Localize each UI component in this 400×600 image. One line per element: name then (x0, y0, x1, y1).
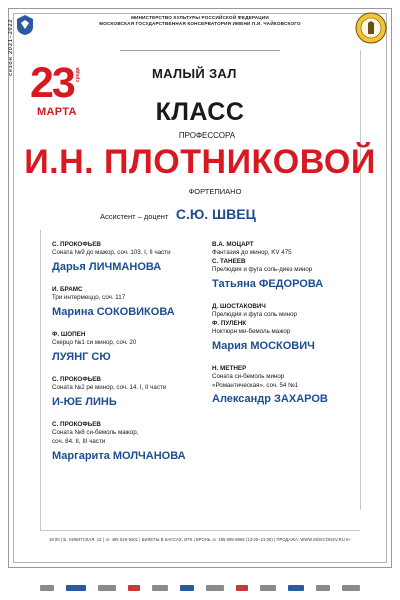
date-month: МАРТА (37, 106, 77, 118)
assistant-line (100, 206, 400, 224)
sponsor-logo (40, 585, 54, 591)
program-item (52, 376, 202, 409)
sponsor-logo (152, 585, 168, 591)
performer: Маргарита МОЛЧАНОВА (52, 449, 186, 462)
sponsor-logo (66, 585, 86, 591)
work: Соната №8 си-бемоль мажор, (52, 429, 139, 437)
program-item (52, 241, 202, 274)
date-weekday: среда (75, 67, 81, 82)
work: Фантазия до минор, KV 475 (212, 249, 292, 257)
work: Ноктюрн ми-бемоль мажор (212, 327, 291, 335)
program-item (212, 365, 362, 407)
performer: И-ЮЕ ЛИНЬ (52, 395, 117, 408)
assistant-name: С.Ю. ШВЕЦ (175, 206, 256, 222)
program-item (52, 286, 202, 319)
sponsor-logo (206, 585, 224, 591)
ticket-info-footer: 19:00 | Б. НИКИТСКАЯ, 13 | ☏ 495 629-9401 | БИЛЕТЫ В КАССАХ, ИТК | БРОНЬ ☏ 495 695-8965 (13:00–21:00) | ПРОДАЖА: WWW.MOSCONSV.RU 6+ (49, 537, 351, 542)
work: Соната №9 до мажор, соч. 103. I, II части (52, 249, 171, 257)
sponsor-logo (288, 585, 304, 591)
frame-ornament-left (40, 230, 41, 530)
composer: Н. МЕТНЕР (212, 364, 247, 372)
program-item (52, 331, 202, 364)
season-label: сезон 2021–2022 (8, 18, 14, 76)
professor-label: ПРОФЕССОРА (178, 131, 236, 140)
work: Соната №2 ре минор, соч. 14. I, II части (52, 384, 167, 392)
program-item (212, 303, 362, 353)
performer: Татьяна ФЕДОРОВА (212, 277, 324, 290)
ministry-header (40, 15, 360, 28)
work: Прелюдия и фуга соль-диез минор (212, 266, 313, 274)
composer: С. ПРОКОФЬЕВ (52, 421, 101, 429)
composer: С. ТАНЕЕВ (212, 257, 246, 265)
ministry-emblem-icon (14, 13, 36, 37)
frame-ornament-top (120, 50, 280, 51)
instrument-label: ФОРТЕПИАНО (188, 187, 242, 196)
performer: ЛУЯНГ СЮ (52, 350, 111, 363)
program-left-column (52, 241, 202, 463)
performer: Марина СОКОВИКОВА (52, 305, 175, 318)
sponsor-logo (98, 585, 116, 591)
composer: Ф. ШОПЕН (52, 331, 86, 339)
program-right-column (212, 241, 362, 406)
sponsor-logos (40, 583, 360, 593)
work: Скерцо №1 си минор, соч. 20 (52, 339, 137, 347)
work: Прелюдия и фуга соль минор (212, 311, 297, 319)
performer: Дарья ЛИЧМАНОВА (52, 260, 162, 273)
frame-ornament-bottom (40, 530, 360, 531)
program-item (212, 241, 362, 291)
sponsor-logo (180, 585, 194, 591)
composer: С. ПРОКОФЬЕВ (52, 241, 101, 248)
date-day: 23 (30, 59, 74, 107)
performer: Александр ЗАХАРОВ (212, 393, 328, 406)
composer: В.А. МОЦАРТ (212, 241, 254, 248)
work: Соната си-бемоль минор (212, 372, 285, 380)
composer: С. ПРОКОФЬЕВ (52, 376, 101, 384)
ministry-line: МИНИСТЕРСТВО КУЛЬТУРЫ РОССИЙСКОЙ ФЕДЕРАЦИИ (131, 15, 269, 20)
sponsor-logo (316, 585, 330, 591)
sponsor-logo (260, 585, 276, 591)
work: соч. 84. II, III части (52, 437, 106, 445)
composer: Ф. ПУЛЕНК (212, 319, 247, 327)
performer: Мария МОСКОВИЧ (212, 339, 315, 352)
class-heading: КЛАСС (155, 98, 245, 126)
composer: Д. ШОСТАКОВИЧ (212, 302, 266, 310)
program-item (52, 421, 202, 463)
work: Три интермеццо, соч. 117 (52, 294, 126, 302)
assistant-label: Ассистент – доцент (100, 212, 169, 221)
hall-title: МАЛЫЙ ЗАЛ (152, 66, 237, 81)
work: «Романтическая», соч. 54 №1 (212, 381, 299, 389)
sponsor-logo (128, 585, 140, 591)
sponsor-logo (236, 585, 248, 591)
sponsor-logo (342, 585, 360, 591)
composer: И. БРАМС (52, 286, 83, 294)
conservatory-line: МОСКОВСКАЯ ГОСУДАРСТВЕННАЯ КОНСЕРВАТОРИЯ ИМЕНИ П.И. ЧАЙКОВСКОГО (99, 21, 301, 27)
professor-name: И.Н. ПЛОТНИКОВОЙ (24, 143, 376, 181)
